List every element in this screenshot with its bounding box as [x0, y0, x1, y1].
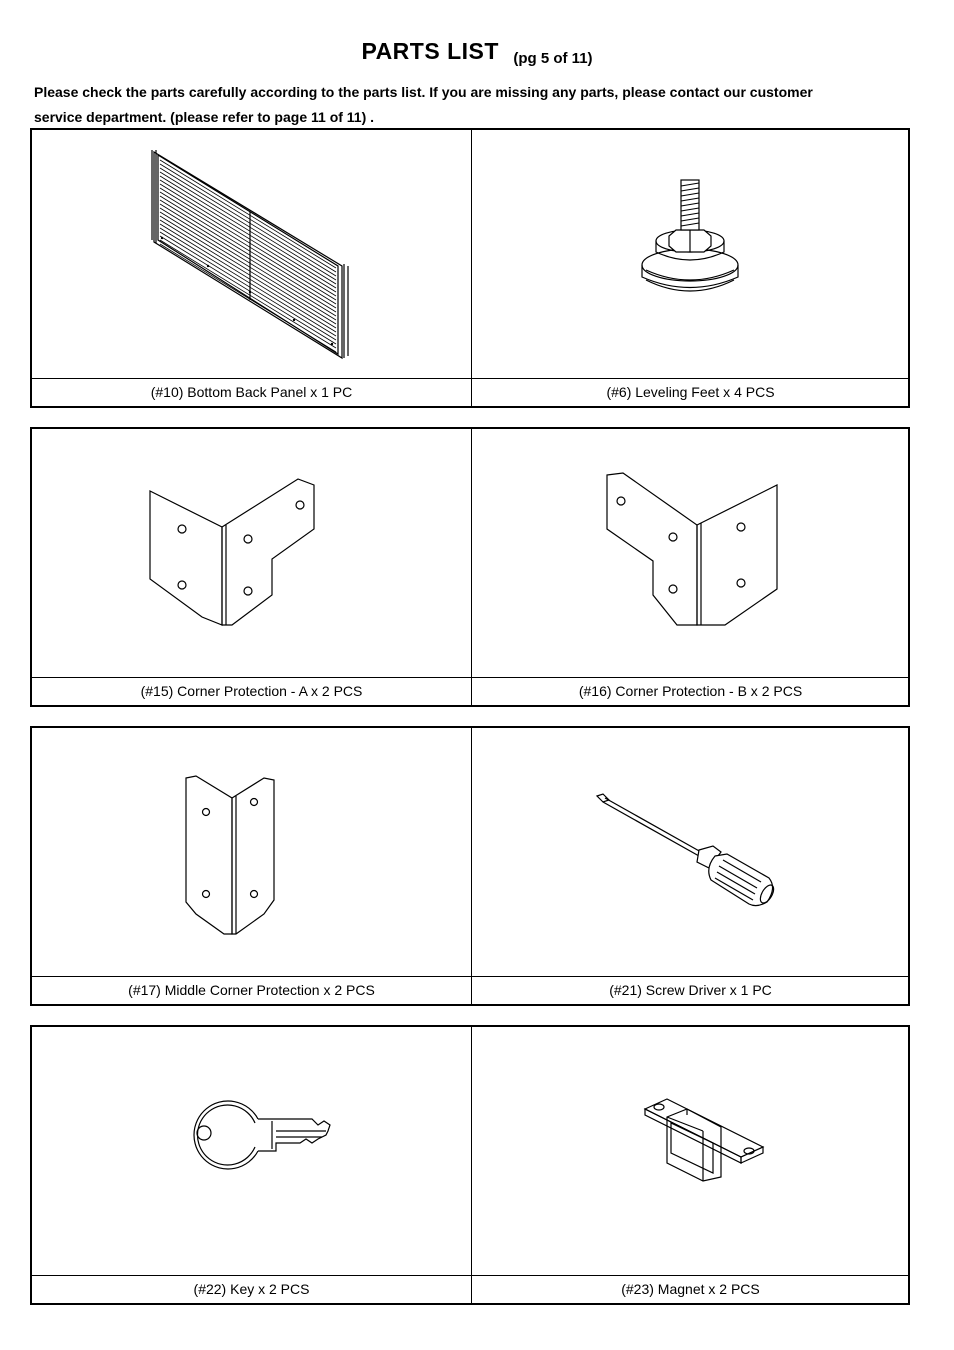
part-caption: (#15) Corner Protection - A x 2 PCS: [140, 683, 363, 699]
part-cell-screw-driver: [471, 728, 910, 1004]
part-image: [471, 1027, 910, 1276]
parts-row-2: [30, 427, 910, 707]
intro-line-1: Please check the parts carefully according to the parts list. If you are missing any parts, please contact our customer: [34, 84, 813, 100]
leveling-foot-icon: [471, 130, 910, 378]
part-caption: (#21) Screw Driver x 1 PC: [609, 982, 772, 998]
middle-corner-protection-icon: [32, 728, 471, 976]
intro-line-2: service department. (please refer to page 11 of 11) .: [34, 109, 375, 125]
back-panel-icon: [32, 130, 471, 378]
part-cell-middle-corner-protection: [32, 728, 472, 1004]
part-cell-magnet: [471, 1027, 910, 1303]
screwdriver-icon: [471, 728, 910, 976]
part-cell-leveling-feet: [471, 130, 910, 406]
part-cell-corner-protection-b: [471, 429, 910, 705]
part-image: [471, 130, 910, 379]
part-caption: (#17) Middle Corner Protection x 2 PCS: [128, 982, 375, 998]
part-caption: (#16) Corner Protection - B x 2 PCS: [578, 683, 803, 699]
intro-text: [34, 80, 894, 130]
part-caption: (#10) Bottom Back Panel x 1 PC: [150, 384, 353, 400]
parts-row-1: [30, 128, 910, 408]
part-image: [471, 429, 910, 678]
part-image: [32, 1027, 471, 1276]
page-title: [0, 38, 954, 65]
part-cell-bottom-back-panel: [32, 130, 472, 406]
magnet-icon: [471, 1027, 910, 1275]
page-number: (pg 5 of 11): [513, 50, 593, 67]
part-cell-key: [32, 1027, 472, 1303]
part-caption: (#23) Magnet x 2 PCS: [621, 1281, 760, 1297]
part-image: [32, 429, 471, 678]
part-caption: (#22) Key x 2 PCS: [193, 1281, 310, 1297]
part-image: [32, 728, 471, 977]
parts-row-4: [30, 1025, 910, 1305]
parts-row-3: [30, 726, 910, 1006]
title-text: PARTS LIST: [361, 38, 499, 64]
corner-protection-b-icon: [471, 429, 910, 677]
part-image: [32, 130, 471, 379]
part-caption: (#6) Leveling Feet x 4 PCS: [606, 384, 775, 400]
key-icon: [32, 1027, 471, 1275]
part-image: [471, 728, 910, 977]
corner-protection-a-icon: [32, 429, 471, 677]
part-cell-corner-protection-a: [32, 429, 472, 705]
